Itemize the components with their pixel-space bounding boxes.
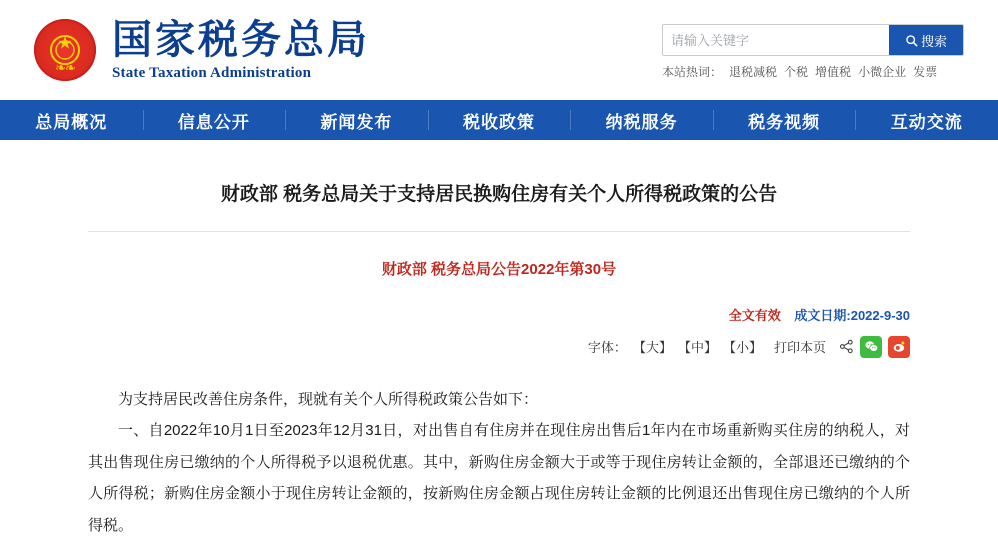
national-emblem-icon — [34, 19, 96, 81]
main-nav — [0, 100, 998, 140]
search-button-label: 搜索 — [920, 33, 947, 49]
nav-item-service[interactable]: 纳税服务 — [570, 100, 713, 140]
print-page-button[interactable]: 打印本页 — [773, 340, 826, 356]
document-meta — [88, 305, 910, 324]
nav-item-overview[interactable]: 总局概况 — [35, 112, 108, 132]
site-logo-en: State Taxation Administration — [112, 64, 312, 81]
page-title: 财政部 税务总局关于支持居民换购住房有关个人所得税政策的公告 — [88, 140, 910, 232]
nav-item-interaction[interactable]: 互动交流 — [855, 100, 998, 140]
nav-item-news[interactable]: 新闻发布 — [285, 100, 428, 140]
fontsize-large-button[interactable]: 【大】 — [632, 340, 672, 356]
hot-words-label: 本站热词： — [662, 65, 723, 79]
article — [0, 140, 998, 541]
fontsize-small-button[interactable]: 【小】 — [722, 340, 762, 356]
document-date: 成文日期:2022-9-30 — [794, 307, 910, 323]
nav-item-disclosure[interactable]: 信息公开 — [143, 100, 286, 140]
nav-item-policy[interactable]: 税收政策 — [428, 100, 571, 140]
hot-word-2[interactable]: 增值税 — [815, 65, 852, 79]
article-paragraph-0: 为支持居民改善住房条件，现就有关个人所得税政策公告如下： — [118, 390, 539, 408]
article-body — [88, 384, 910, 542]
hot-word-0[interactable]: 退税减税 — [729, 65, 778, 79]
search-button[interactable] — [889, 25, 963, 55]
site-logo-cn: 国家税务总局 — [112, 16, 370, 62]
search-input[interactable] — [663, 25, 889, 55]
hot-words — [662, 63, 964, 80]
article-paragraph-1: 一、自2022年10月1日至2023年12月31日，对出售自有住房并在现住房出售后1年内在市场重新购买住房的纳税人，对其出售现住房已缴纳的个人所得税予以退税优惠。其中，新购住房金额大于或等于现住房转让金额的，全部退还已缴纳的个人所得税；新购住房金额小于现住房转让金额的，按新购住房金额占现住房转让金额的比例退还出售现住房已缴纳的个人所得税。 — [88, 422, 910, 534]
status-badge: 全文有效 — [728, 307, 781, 323]
fontsize-label: 字体： — [587, 340, 627, 356]
article-tools — [88, 336, 910, 358]
hot-word-1[interactable]: 个税 — [784, 65, 809, 79]
search-icon — [905, 34, 918, 47]
share-icons — [838, 336, 910, 358]
share-icon[interactable] — [838, 336, 854, 358]
search-area — [662, 20, 964, 80]
search-box[interactable] — [662, 24, 964, 56]
star-icon: ★ — [57, 33, 73, 53]
document-number: 财政部 税务总局公告2022年第30号 — [381, 260, 617, 278]
wechat-icon[interactable] — [860, 336, 882, 358]
hot-word-3[interactable]: 小微企业 — [858, 65, 907, 79]
fontsize-medium-button[interactable]: 【中】 — [677, 340, 717, 356]
site-header — [0, 0, 998, 100]
weibo-icon[interactable] — [888, 336, 910, 358]
wheat-icon: ❧❧ — [55, 60, 75, 75]
hot-word-4[interactable]: 发票 — [913, 65, 938, 79]
nav-item-video[interactable]: 税务视频 — [713, 100, 856, 140]
site-logo[interactable] — [112, 16, 370, 81]
